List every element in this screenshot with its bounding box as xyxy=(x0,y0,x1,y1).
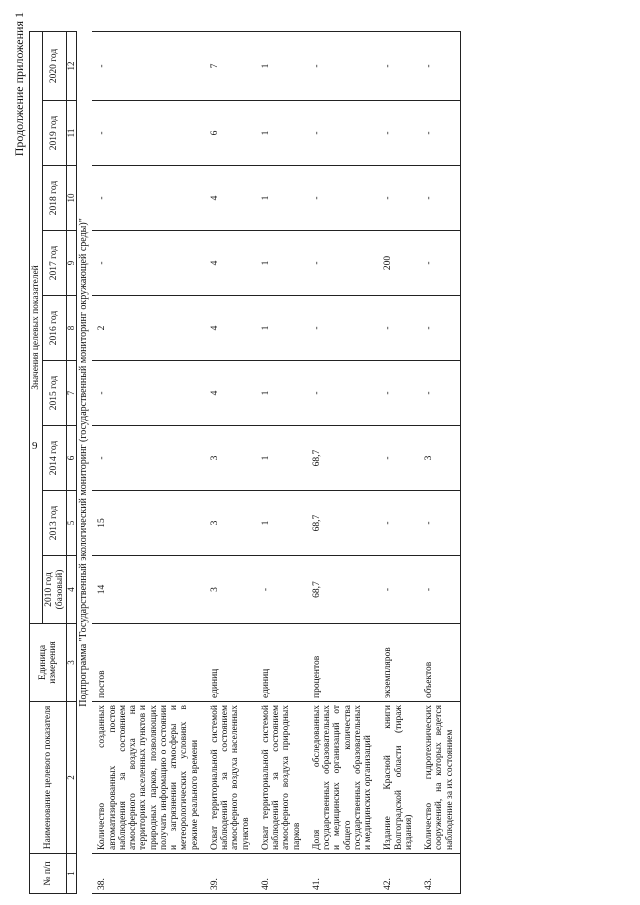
row-value: - xyxy=(92,361,205,426)
col-number: 6 xyxy=(66,426,77,491)
header-name: Наименование целевого показателя xyxy=(30,702,67,854)
row-value: - xyxy=(378,101,419,166)
row-value: 68,7 xyxy=(307,491,379,556)
row-value: 1 xyxy=(256,101,307,166)
row-value: 1 xyxy=(256,426,307,491)
row-name: Доля обследованных государственных образовательных и медицинских организаций от общего количества государственных образовательных и медицинских организаций xyxy=(307,702,379,854)
row-unit: постов xyxy=(92,624,205,702)
continuation-note: Продолжение приложения 1 xyxy=(12,12,26,157)
subprogram-title: Подпрограмма "Государственный экологический мониторинг (государственный мониторинг окружающей среды)" xyxy=(78,218,90,707)
row-value: 7 xyxy=(205,31,256,100)
row-value: - xyxy=(92,31,205,100)
row-value: - xyxy=(419,296,460,361)
header-year: 2013 год xyxy=(43,491,67,556)
table-row xyxy=(92,31,205,893)
row-unit: экземпляров xyxy=(378,624,419,702)
row-value: - xyxy=(378,426,419,491)
row-value: - xyxy=(307,361,379,426)
header-year: 2010 год (базовый) xyxy=(43,556,67,624)
row-value: 1 xyxy=(256,31,307,100)
row-num: 42. xyxy=(378,854,419,894)
row-value: 2 xyxy=(92,296,205,361)
table-row xyxy=(256,31,307,893)
row-value: 68,7 xyxy=(307,426,379,491)
row-num: 41. xyxy=(307,854,379,894)
row-value: - xyxy=(378,361,419,426)
header-year: 2018 год xyxy=(43,166,67,231)
row-value: - xyxy=(378,31,419,100)
row-value: - xyxy=(419,361,460,426)
header-values-group: Значения целевых показателей xyxy=(30,31,43,623)
header-year: 2015 год xyxy=(43,361,67,426)
row-name: Охват территориальной системой наблюдений за состоянием атмосферного воздуха природных парков xyxy=(256,702,307,854)
row-value: - xyxy=(378,556,419,624)
row-value: - xyxy=(307,166,379,231)
row-value: - xyxy=(419,101,460,166)
header-year: 2016 год xyxy=(43,296,67,361)
row-value: 14 xyxy=(92,556,205,624)
col-number: 1 xyxy=(66,854,77,894)
table-row xyxy=(419,31,460,893)
row-value: 1 xyxy=(256,491,307,556)
col-number: 9 xyxy=(66,231,77,296)
header-unit: Единица измерения xyxy=(30,624,67,702)
col-number: 8 xyxy=(66,296,77,361)
row-value: 1 xyxy=(256,231,307,296)
header-year: 2014 год xyxy=(43,426,67,491)
row-num: 43. xyxy=(419,854,460,894)
row-value: - xyxy=(307,296,379,361)
header-year: 2020 год xyxy=(43,31,67,100)
row-value: 1 xyxy=(256,361,307,426)
row-value: - xyxy=(419,166,460,231)
row-value: - xyxy=(378,296,419,361)
row-value: - xyxy=(378,166,419,231)
row-unit: объектов xyxy=(419,624,460,702)
row-value: 15 xyxy=(92,491,205,556)
table-row xyxy=(378,31,419,893)
col-number: 10 xyxy=(66,166,77,231)
col-number: 2 xyxy=(66,702,77,854)
col-number: 5 xyxy=(66,491,77,556)
header-year: 2017 год xyxy=(43,231,67,296)
row-value: - xyxy=(307,31,379,100)
col-number: 3 xyxy=(66,624,77,702)
row-value: - xyxy=(92,166,205,231)
col-number: 4 xyxy=(66,556,77,624)
row-value: 6 xyxy=(205,101,256,166)
page-number: 9 xyxy=(32,440,38,452)
row-value: 4 xyxy=(205,166,256,231)
row-value: 68,7 xyxy=(307,556,379,624)
row-value: - xyxy=(307,231,379,296)
col-number: 11 xyxy=(66,101,77,166)
header-year: 2019 год xyxy=(43,101,67,166)
table-row xyxy=(307,31,379,893)
row-value: - xyxy=(256,556,307,624)
row-value: - xyxy=(419,556,460,624)
col-number: 12 xyxy=(66,31,77,100)
row-num: 40. xyxy=(256,854,307,894)
row-value: - xyxy=(92,101,205,166)
row-num: 39. xyxy=(205,854,256,894)
row-name: Издание Красной книги Волгоградской области (тираж издания) xyxy=(378,702,419,854)
row-name: Количество созданных автоматизированных постов наблюдения за состоянием атмосферного воздуха на территориях населенных пунктов и природных парков, позволяющих получать информацию о состоянии и загрязнении атмосферы и метеорологических условиях в режиме реального времени xyxy=(92,702,205,854)
row-value: 4 xyxy=(205,231,256,296)
col-number: 7 xyxy=(66,361,77,426)
table-row xyxy=(205,31,256,893)
row-value: - xyxy=(419,231,460,296)
row-value: - xyxy=(378,491,419,556)
row-value: - xyxy=(307,101,379,166)
row-num: 38. xyxy=(92,854,205,894)
row-value: - xyxy=(419,491,460,556)
row-value: 3 xyxy=(419,426,460,491)
row-unit: процентов xyxy=(307,624,379,702)
row-value: 4 xyxy=(205,296,256,361)
rotated-page xyxy=(5,2,635,902)
header-num: № п/п xyxy=(30,854,67,894)
row-value: 4 xyxy=(205,361,256,426)
row-value: - xyxy=(92,231,205,296)
row-value: 3 xyxy=(205,556,256,624)
row-name: Количество гидротехнических сооружений, на которых ведется наблюдение за их состоянием xyxy=(419,702,460,854)
row-value: 3 xyxy=(205,491,256,556)
row-value: 1 xyxy=(256,296,307,361)
row-value: 1 xyxy=(256,166,307,231)
indicators-table xyxy=(29,31,461,894)
row-value: - xyxy=(419,31,460,100)
row-value: 3 xyxy=(205,426,256,491)
row-unit: единиц xyxy=(205,624,256,702)
row-value: 200 xyxy=(378,231,419,296)
row-unit: единиц xyxy=(256,624,307,702)
row-value: - xyxy=(92,426,205,491)
row-name: Охват территориальной системой наблюдений за состоянием атмосферного воздуха населенных пунктов xyxy=(205,702,256,854)
